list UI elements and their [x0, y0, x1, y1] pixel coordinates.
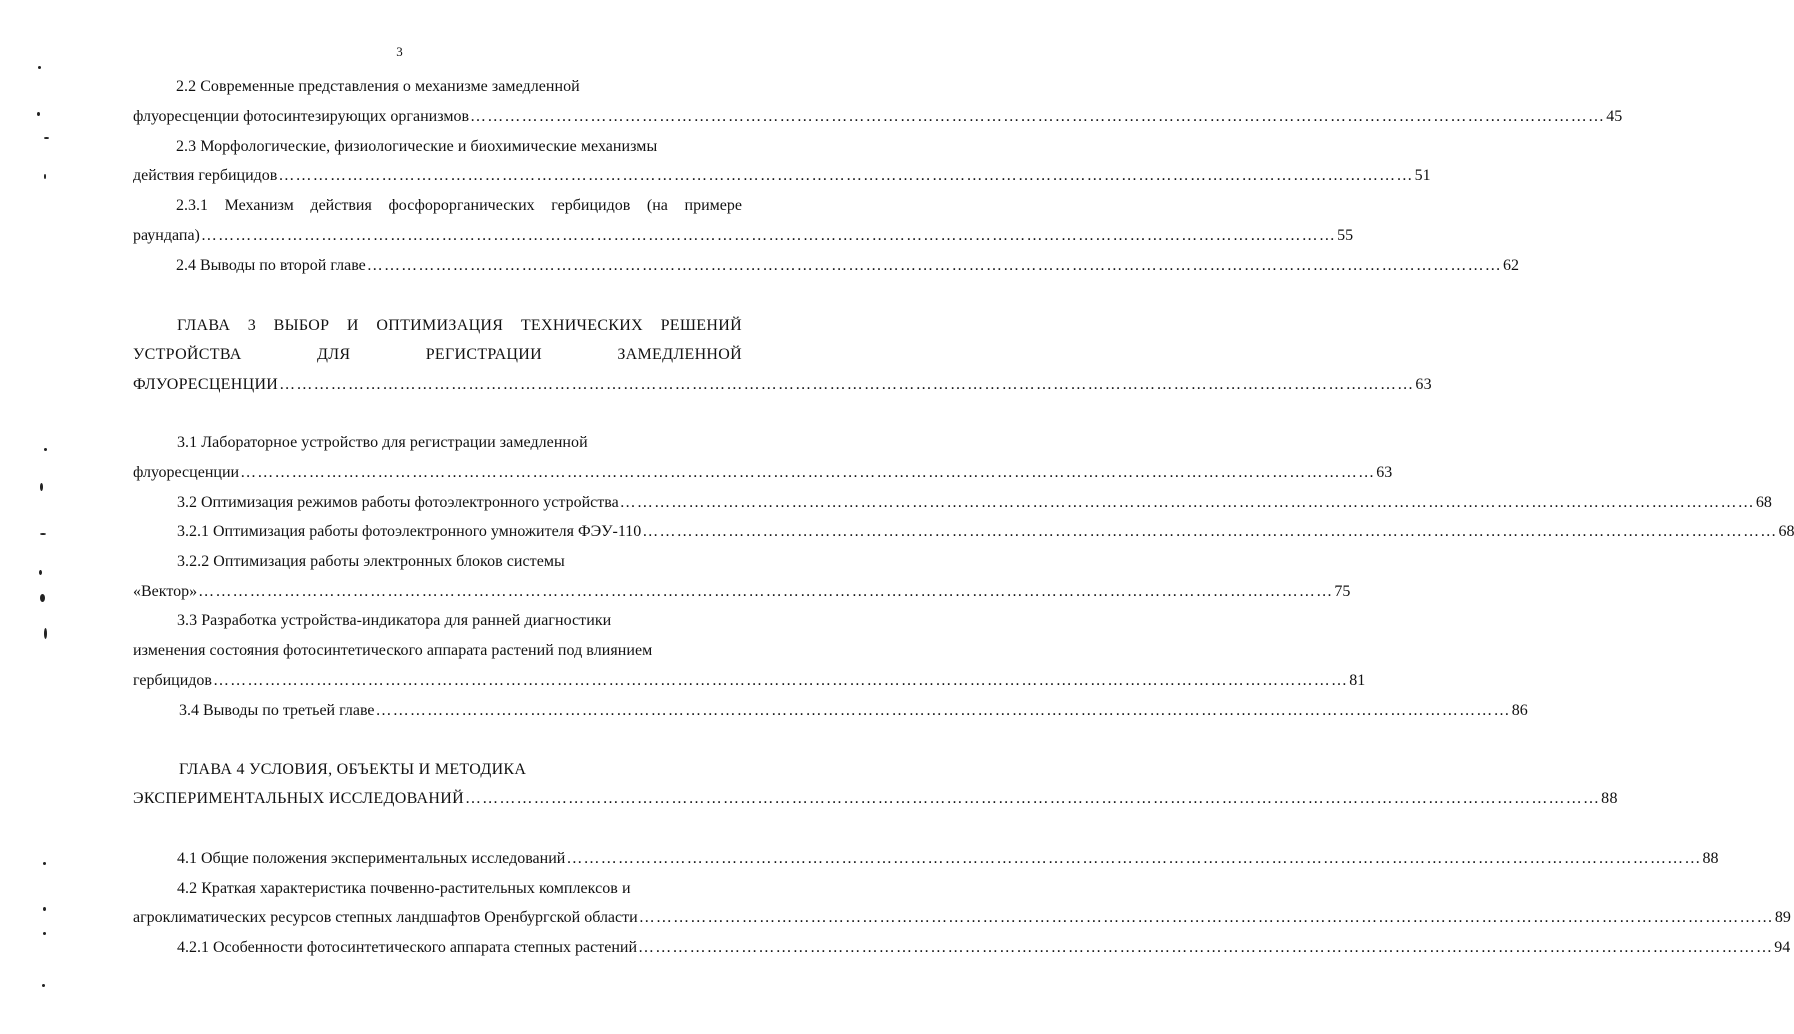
word: примере	[684, 197, 742, 214]
dot-leader: ………………………………………………………………………………………………………………………………………………………………………………	[366, 257, 1502, 274]
toc-entry-4-1	[177, 849, 1719, 869]
toc-page-number: 89	[1774, 909, 1791, 926]
word: фосфорорганических	[388, 197, 535, 214]
toc-page-number: 63	[1415, 376, 1432, 393]
chapter-3-heading-line1	[177, 316, 742, 336]
toc-entry-2-3-line1: 2.3 Морфологические, физиологические и биохимические механизмы	[176, 138, 658, 155]
toc-entry-4-2-line1: 4.2 Краткая характеристика почвенно-растительных комплексов и	[177, 880, 631, 897]
toc-page-number: 51	[1414, 167, 1431, 184]
toc-entry-text: 2.4 Выводы по второй главе	[176, 257, 366, 274]
toc-entry-text: раундапа)	[133, 227, 200, 244]
dot-leader: ………………………………………………………………………………………………………………………………………………………………………………	[278, 167, 1414, 184]
toc-entry-text: 3.4 Выводы по третьей главе	[179, 702, 375, 719]
word: ДЛЯ	[317, 346, 351, 363]
toc-entry-text: агроклиматических ресурсов степных ландшафтов Оренбургской области	[133, 909, 638, 926]
dot-leader: ………………………………………………………………………………………………………………………………………………………………………………	[212, 672, 1349, 689]
toc-entry-2-2-line2	[133, 107, 1623, 127]
toc-entry-3-4	[179, 701, 1528, 721]
toc-entry-2-3-1-line2	[133, 226, 1354, 246]
word: 3	[247, 317, 257, 334]
toc-entry-2-4	[176, 256, 1519, 276]
toc-entry-3-2-2-line1: 3.2.2 Оптимизация работы электронных блоков системы	[177, 553, 565, 570]
toc-entry-3-3-line2: изменения состояния фотосинтетического аппарата растений под влиянием	[133, 642, 653, 659]
toc-entry-text: «Вектор»	[133, 583, 198, 600]
dot-leader: ………………………………………………………………………………………………………………………………………………………………………………	[279, 376, 1415, 393]
toc-entry-3-3-line1: 3.3 Разработка устройства-индикатора для ранней диагностики	[177, 612, 612, 629]
toc-entry-text: флуоресценции фотосинтезирующих организмов	[133, 108, 469, 125]
scan-speck	[44, 628, 47, 639]
dot-leader: ………………………………………………………………………………………………………………………………………………………………………………	[566, 850, 1702, 867]
word: ОПТИМИЗАЦИЯ	[376, 317, 504, 334]
toc-entry-2-3-1-line1	[176, 196, 742, 216]
toc-page-number: 63	[1376, 464, 1393, 481]
word: действия	[310, 197, 372, 214]
toc-entry-text: флуоресценции	[133, 464, 240, 481]
toc-entry-4-2-line2	[133, 908, 1791, 928]
scan-speck	[44, 137, 49, 139]
word: 2.3.1	[176, 197, 208, 214]
toc-entry-text: ФЛУОРЕСЦЕНЦИИ	[133, 376, 279, 393]
dot-leader: ………………………………………………………………………………………………………………………………………………………………………………	[200, 227, 1337, 244]
scan-speck	[40, 533, 46, 535]
scan-speck	[37, 112, 40, 116]
dot-leader: ………………………………………………………………………………………………………………………………………………………………………………	[638, 909, 1774, 926]
scan-speck	[44, 448, 47, 451]
toc-page-number: 45	[1606, 108, 1623, 125]
chapter-4-heading-line2	[133, 789, 1618, 809]
scan-speck	[40, 594, 45, 602]
toc-entry-text: 4.1 Общие положения экспериментальных исследований	[177, 850, 566, 867]
toc-entry-text: гербицидов	[133, 672, 212, 689]
toc-entry-3-2	[177, 493, 1772, 513]
toc-entry-2-3-line2	[133, 166, 1431, 186]
dot-leader: ………………………………………………………………………………………………………………………………………………………………………………	[240, 464, 1376, 481]
word: ТЕХНИЧЕСКИХ	[520, 317, 643, 334]
dot-leader: ………………………………………………………………………………………………………………………………………………………………………………	[619, 494, 1755, 511]
toc-page-number: 68	[1778, 523, 1794, 540]
word: ГЛАВА	[177, 317, 231, 334]
toc-entry-3-2-1	[177, 522, 1794, 542]
dot-leader: ………………………………………………………………………………………………………………………………………………………………………………	[464, 790, 1601, 807]
toc-entry-4-2-1	[177, 938, 1791, 958]
chapter-3-heading-line2	[133, 345, 742, 365]
toc-entry-text: ЭКСПЕРИМЕНТАЛЬНЫХ ИССЛЕДОВАНИЙ	[133, 790, 464, 807]
word: Механизм	[224, 197, 294, 214]
word: И	[346, 317, 359, 334]
scan-speck	[39, 570, 42, 575]
scan-speck	[43, 862, 46, 865]
dot-leader: ………………………………………………………………………………………………………………………………………………………………………………	[375, 702, 1511, 719]
word: ЗАМЕДЛЕННОЙ	[617, 346, 742, 363]
dot-leader: ………………………………………………………………………………………………………………………………………………………………………………	[198, 583, 1334, 600]
page-number: 3	[396, 44, 403, 59]
word: гербицидов	[551, 197, 631, 214]
word: (на	[646, 197, 668, 214]
scan-speck	[42, 984, 45, 987]
toc-entry-2-2-line1: 2.2 Современные представления о механизме замедленной	[176, 78, 580, 95]
word: РЕШЕНИЙ	[660, 317, 742, 334]
toc-page-number: 94	[1774, 939, 1791, 956]
toc-entry-3-3-line3	[133, 671, 1366, 691]
scan-speck	[43, 907, 46, 911]
dot-leader: ………………………………………………………………………………………………………………………………………………………………………………	[638, 939, 1774, 956]
chapter-4-heading-line1: ГЛАВА 4 УСЛОВИЯ, ОБЪЕКТЫ И МЕТОДИКА	[179, 761, 527, 778]
dot-leader: ………………………………………………………………………………………………………………………………………………………………………………	[470, 108, 1606, 125]
toc-entry-3-1-line1: 3.1 Лабораторное устройство для регистрации замедленной	[177, 434, 588, 451]
word: ВЫБОР	[273, 317, 330, 334]
toc-page-number: 62	[1502, 257, 1519, 274]
scan-speck	[38, 66, 41, 69]
toc-page-number: 55	[1337, 227, 1354, 244]
toc-page-number: 75	[1334, 583, 1351, 600]
toc-page-number: 88	[1601, 790, 1618, 807]
word: РЕГИСТРАЦИИ	[425, 346, 542, 363]
word: УСТРОЙСТВА	[133, 346, 242, 363]
toc-entry-text: 3.2 Оптимизация режимов работы фотоэлектронного устройства	[177, 494, 619, 511]
toc-entry-text: 4.2.1 Особенности фотосинтетического аппарата степных растений	[177, 939, 637, 956]
scan-speck	[43, 932, 46, 935]
dot-leader: ………………………………………………………………………………………………………………………………………………………………………………	[642, 523, 1778, 540]
scan-speck	[44, 174, 46, 179]
toc-page-number: 88	[1702, 850, 1719, 867]
toc-entry-text: действия гербицидов	[133, 167, 278, 184]
chapter-3-heading-line3	[133, 375, 1432, 395]
scan-speck	[40, 483, 43, 491]
toc-page-number: 68	[1755, 494, 1772, 511]
toc-page-number: 81	[1349, 672, 1366, 689]
toc-entry-text: 3.2.1 Оптимизация работы фотоэлектронного умножителя ФЭУ-110	[177, 523, 642, 540]
toc-entry-3-2-2-line2	[133, 582, 1351, 602]
toc-entry-3-1-line2	[133, 463, 1393, 483]
toc-page-number: 86	[1511, 702, 1528, 719]
